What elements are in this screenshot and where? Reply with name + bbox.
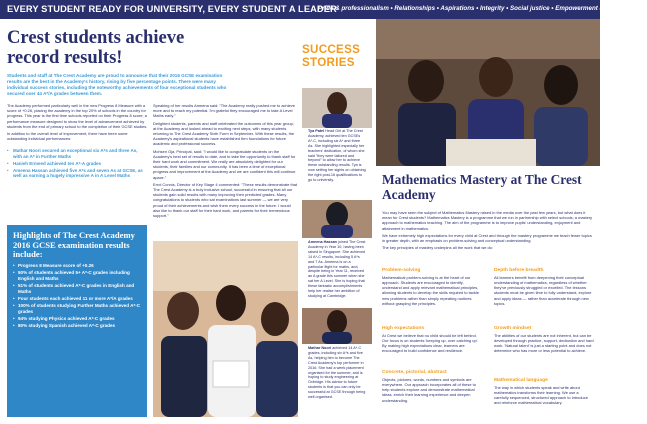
list-item: • 50% of students achieved 5+ A*-C grades including English and Maths	[13, 270, 141, 281]
list-item: • 80% studying Spanish achieved A*-C grades	[13, 323, 141, 329]
article-paragraph: Mohsen Oja, Principal, said: "I would like to congratulate students on the Academy's best set of results to date, and to take the opportunity to thank staff for their hard work and commitment. We really are absolutely delighted for our students, their families and our community. It has been a time of exceptional progress and improvement at the Academy and we are confident this will continue apace."	[153, 148, 296, 180]
highlights-list	[13, 263, 141, 329]
principle-text: At Crest we believe that no child should be left behind. Our focus is on students 'keeping up, over catching up'. By making high expectations clear, learners are encouraged to build confidence and resilience.	[382, 333, 479, 354]
list-item: • 94% studying Physics achieved A*-C grades	[13, 316, 141, 322]
success-story-mathar	[308, 346, 366, 400]
classroom-illustration	[376, 19, 600, 166]
principle-heading: High expectations	[382, 326, 425, 331]
article-paragraph: In addition to the overall level of improvement, there have been some outstanding individual performances:	[7, 131, 128, 142]
student-story: achieved 14 A*-C grades, including six A*s and five As, helping him to become The Crest Academy's top performer in 2016. She had a week placement organised for the summer, and is hoping to study engineering at Oxbridge. His advice to future students is that you can only be successful at GCSE through being well organised.	[308, 346, 366, 400]
principle-growth-mindset	[494, 326, 594, 354]
student-photo-tya	[302, 88, 372, 128]
individual-performances-list	[7, 148, 147, 180]
principle-text: All learners benefit from deepening their conceptual understanding of mathematics, regardless of whether they've previously struggled or excelled. The lessons students must be given time to fully understand, explore and apply ideas — rather than accelerate through new topics.	[494, 275, 592, 306]
list-item: • Ameena Hassan achieved five A*s and seven As at GCSE, as well as earning a hugely impressive A in A Level Maths	[7, 168, 147, 179]
principle-heading: Problem-solving	[382, 268, 421, 273]
student-photo-ameena	[302, 200, 372, 238]
principle-text: The way in which students speak and write about mathematics transforms their learning. We use a carefully sequenced, structured approach to introduce and reinforce mathematical vocabulary.	[494, 385, 588, 406]
principle-depth-before-breadth	[494, 268, 594, 306]
student-name: Tya Patel	[308, 129, 325, 133]
list-item: • Progress 8 Measure score of +0.26	[13, 263, 141, 269]
success-stories-title: SUCCESS STORIES	[302, 43, 361, 69]
success-story-tya	[308, 129, 366, 183]
highlights-title: Highlights of The Crest Academy 2016 GCSE examination results include:	[13, 230, 135, 260]
maths-mastery-title: Mathematics Mastery at The Crest Academy	[382, 172, 582, 203]
students-celebrating-illustration	[153, 241, 298, 417]
top-banner	[0, 0, 647, 19]
classroom-photo	[376, 19, 600, 166]
article-paragraph: Errol Connis, Director of Key Stage 4 commented: "These results demonstrate that The Crest Academy is a truly inclusive school, successful in ensuring that all our students gain solid results with many improving their predicted grades. Many congratulations to students who sat examinations last summer — we are very proud of their achievements and wish them every success in the future. I would also like to thank our staff for their hard work, and parents for their tremendous support."	[153, 181, 298, 219]
success-story-ameena	[308, 240, 366, 299]
banner-values: Pride & professionalism • Relationships • Aspirations • Integrity • Social justice • Empowerment & accountability	[318, 5, 647, 12]
principle-text: Objects, pictures, words, numbers and symbols are everywhere. Our approach incorporates all of these to help students explore and demonstrate mathematical ideas, enrich their learning experience and deepen understanding.	[382, 377, 476, 403]
principle-problem-solving	[382, 268, 482, 306]
students-celebrating-photo	[153, 241, 298, 417]
principle-text: Mathematical problem-solving is at the heart of our approach. Students are encouraged to identify, understand and apply relevant mathematical principles, allowing students to develop the skills required to tackle new problems rather than simply repeating routines without grasping the principles.	[382, 275, 479, 306]
article-paragraph: You may have seen the subject of Mathematics Mastery raised in the media over the past few years, but what does it mean for Crest students? Mathematics Mastery is a programme that we run in partnership with select schools; a mastery approach to mathematics teaching. The aim of the programme is to improve pupils' understanding, enjoyment and attainment in mathematics.	[382, 210, 593, 231]
student-photo-mathar	[302, 308, 372, 344]
article-paragraph: We have extremely high expectations for every child at Crest and through the mastery programme we teach fewer topics in greater depth, with an emphasis on problem-solving and conceptual understanding.	[382, 232, 592, 244]
list-item: • 100% of students studying Further Maths achieved A*-C grades	[13, 303, 141, 314]
list-item: • Mathar Noori secured an exceptional six A*s and three As, with an A* in Further Maths	[7, 148, 147, 159]
article-title: Crest students achieve record results!	[7, 27, 185, 68]
maths-mastery-intro	[382, 210, 594, 252]
article-paragraph: The key principles of mastery underpins all the work that we do:	[382, 245, 493, 251]
article-intro: Students and staff at The Crest Academy are proud to announce that their 2016 GCSE examination results are the best in the Academy's history, rising by five percentage points. There were many individual success stories, including the noteworthy achievements of four exceptional students who secured over 44 A*/A grades between them.	[7, 73, 227, 96]
student-name: Mathar Noori	[308, 346, 332, 350]
list-item: • Hanieh Ermeed achieved ten A*-A grades	[7, 161, 147, 167]
article-body-continued	[153, 103, 298, 220]
principle-mathematical-language	[494, 378, 594, 406]
student-name: Ameena Hassan	[308, 240, 337, 244]
highlights-box	[7, 225, 147, 417]
article-paragraph: Speaking of her results Ameena said: "The Academy really pushed me to achieve more and to reach my potential. I'm grateful they encouraged me to take A Level Maths early."	[153, 103, 295, 119]
article-paragraph: Delighted students, parents and staff celebrated the outcomes of this year group; at the Academy and looked ahead to exciting next steps, with many students returning to The Crest Academy Sixth Form in September. With these results, the Academy's aspirational students have established firm foundations for future academic and professional success.	[153, 120, 295, 147]
banner-slogan: EVERY STUDENT READY FOR UNIVERSITY, EVERY STUDENT A LEADER	[7, 4, 337, 14]
principle-text: The abilities of our students are not inherent, but can be developed through practice, support, dedication and hard work. 'Natural talent' is just a starting point and does not determine who has more or less potential to achieve.	[494, 333, 594, 354]
principle-heading: Depth before breadth	[494, 268, 544, 273]
student-story: joined The Crest Academy in Year 10, having been raised in Singapore. She achieved 14 A*-C results, including 5 A*s and 7 As. Ameena is on a particular flight for maths, and, despite being in Year 11, received an A grade this summer when she sat her A Level. She is hoping that these fantastic accomplishments help her realise her ambition of studying at Cambridge.	[308, 240, 366, 298]
list-item: • Four students each achieved 11 or more A*/A grades	[13, 296, 141, 302]
list-item: • 51% of students achieved A*-C grades in English and Maths	[13, 283, 141, 294]
student-story: Head Girl at The Crest Academy, achieved ten GCSEs A*-C, including six A* and three As. She highlighted especially her teachers' dedication, of whom she said "they were tailored and beyond" to allow her to achieve these outstanding results. Tya is now setting her sights on obtaining the right post-16 qualifications to go to university.	[308, 129, 366, 183]
principle-heading: Mathematical language	[494, 378, 548, 383]
principle-heading: Concrete, pictorial, abstract	[382, 370, 447, 375]
principle-high-expectations	[382, 326, 482, 354]
principle-concrete-pictorial-abstract	[382, 370, 482, 403]
article-paragraph: The Academy performed particularly well in the new Progress 8 Measure with a score of +0.26, placing the academy in the top 20% of schools in the country for progress. This year is the first time schools reported on their Progress 8 score; a performance measure designed to show the level of advancement achieved by students from the end of primary school to the completion of their GCSE studies.	[7, 103, 148, 129]
principle-heading: Growth mindset	[494, 326, 532, 331]
article-body	[7, 103, 149, 143]
